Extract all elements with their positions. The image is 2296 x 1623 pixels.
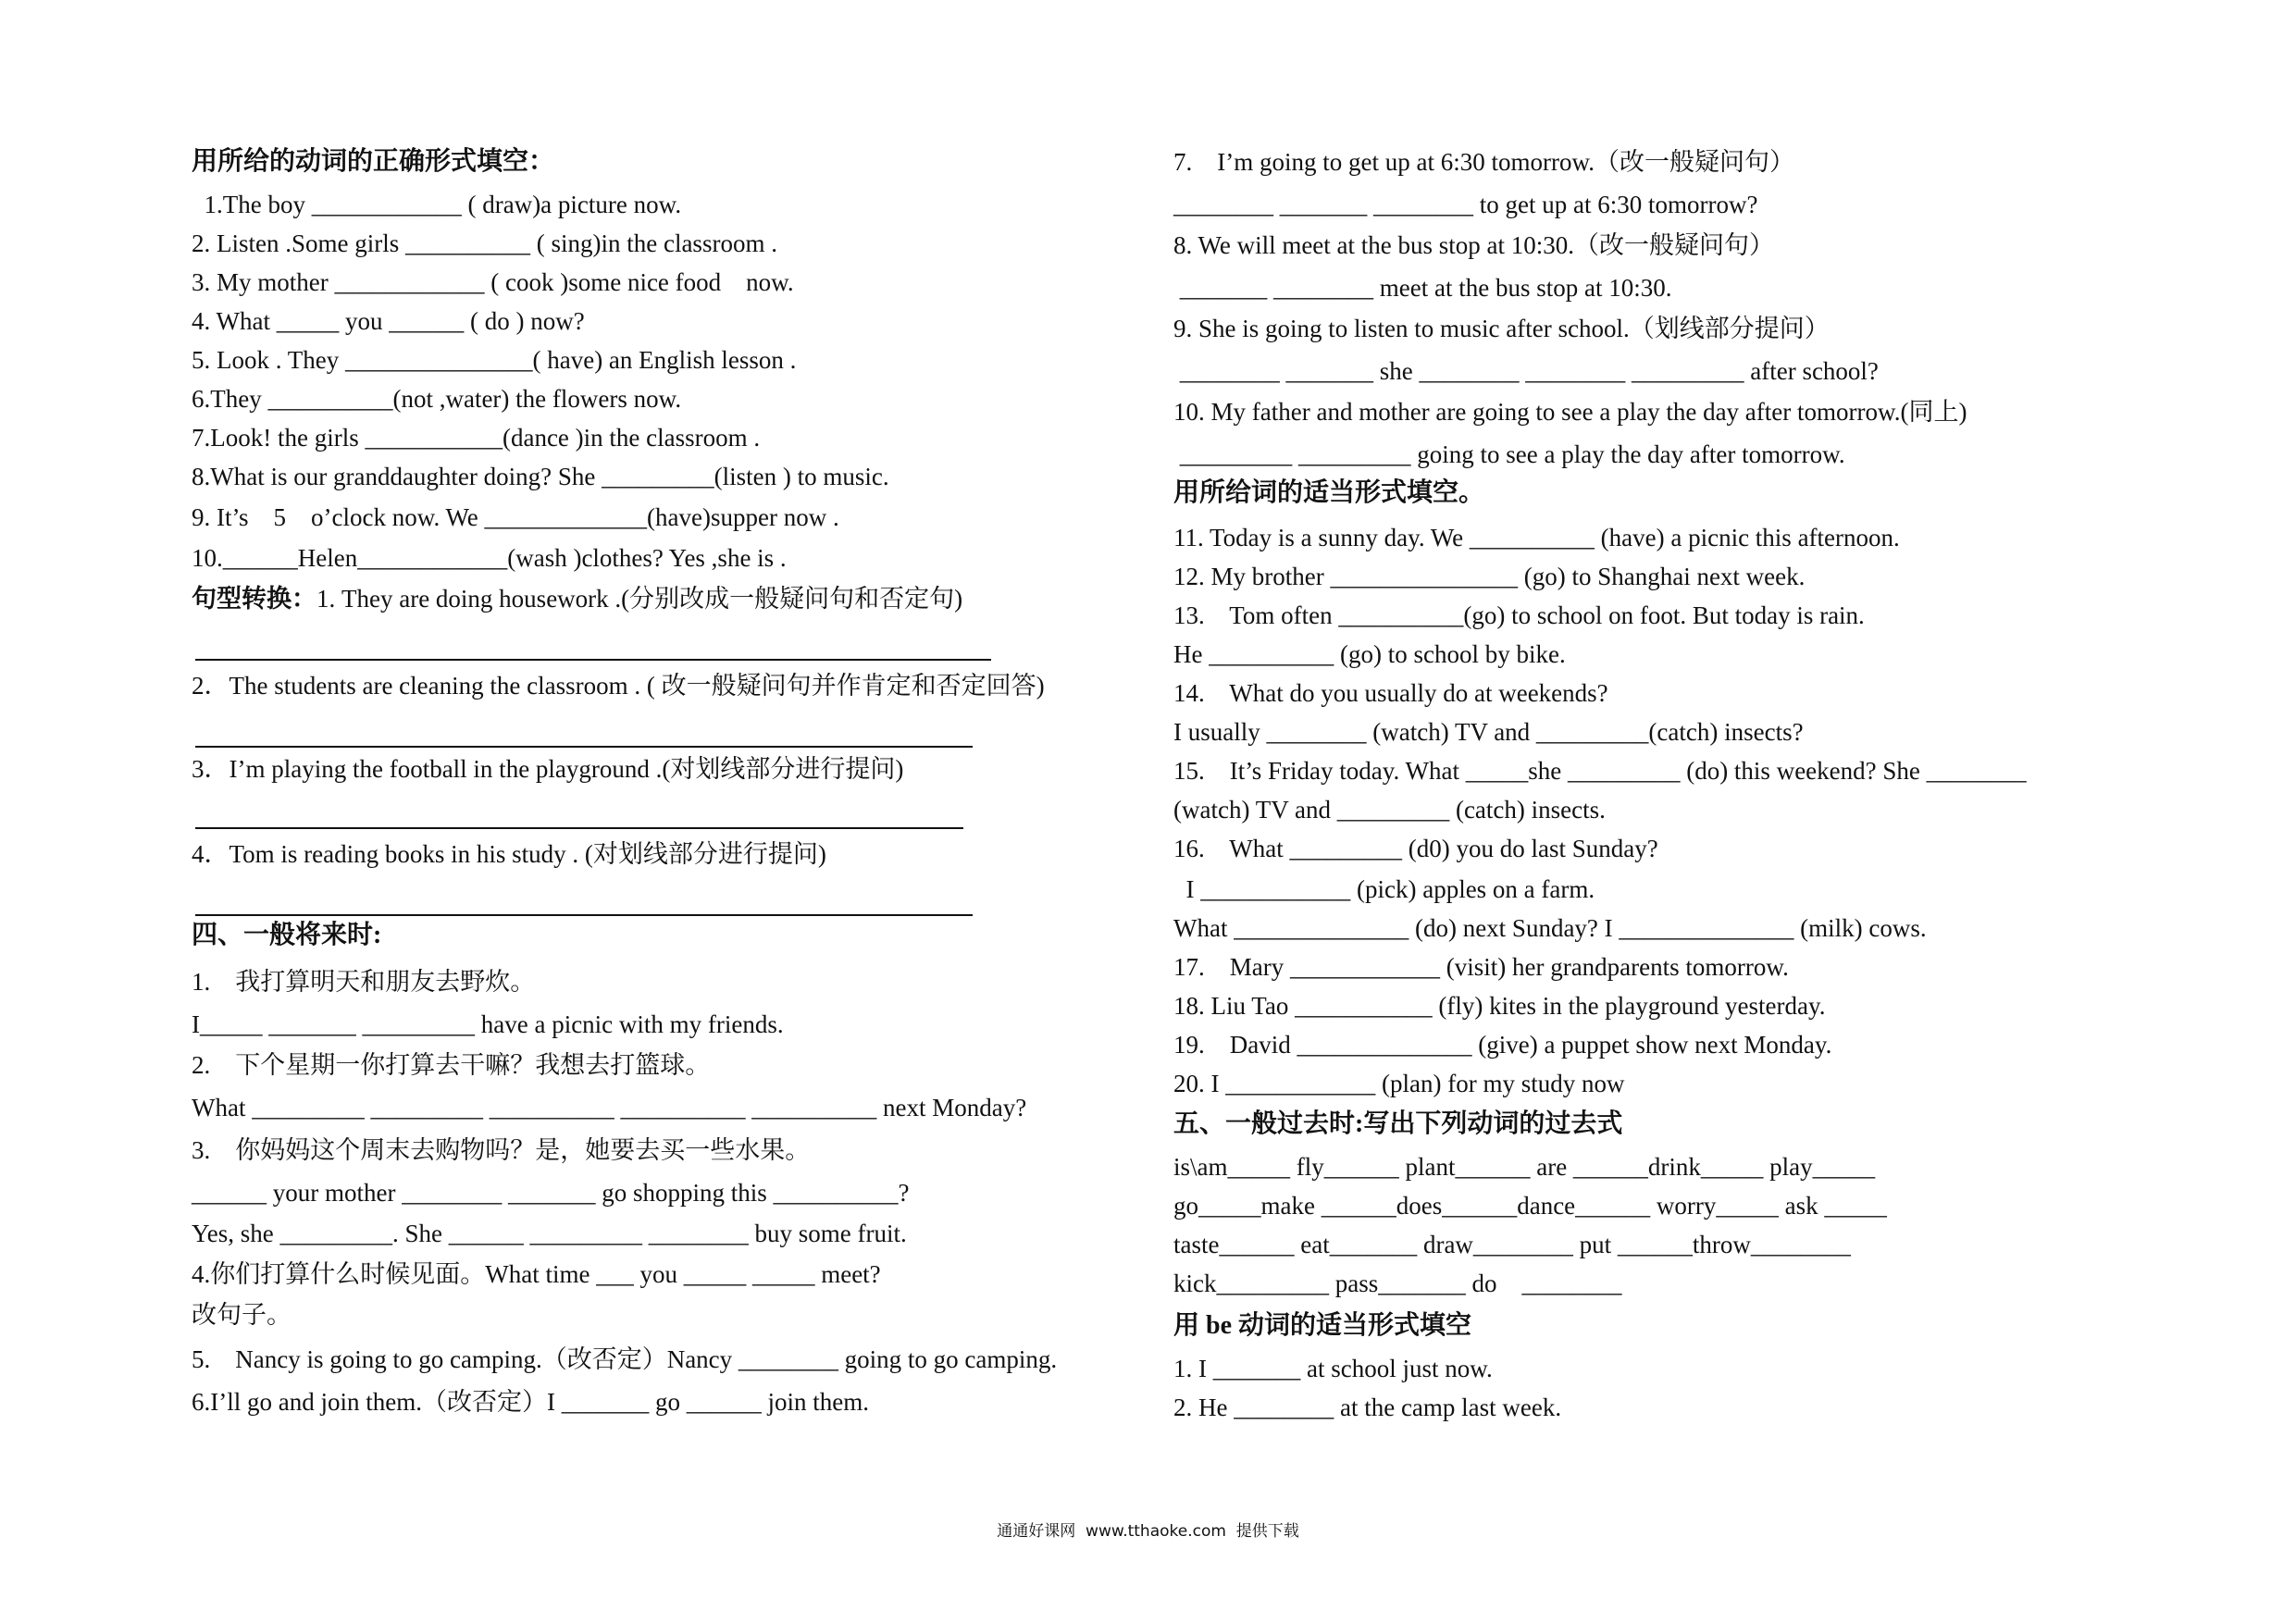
exercise-line: is\am_____ fly______ plant______ are ______drink_____ play_____ — [1173, 1153, 1876, 1181]
exercise-line: 8.What is our granddaughter doing? She _________(listen ) to music. — [192, 463, 889, 490]
exercise-line: 1.The boy ____________ ( draw)a picture now. — [192, 191, 682, 218]
exercise-line: ______ your mother ________ _______ go shopping this __________? — [192, 1179, 910, 1207]
exercise-line: _________ _________ going to see a play the day after tomorrow. — [1173, 440, 1845, 468]
exercise-line: 4.你们打算什么时候见面。What time ___ you _____ _____ meet? — [192, 1260, 881, 1288]
exercise-text: 1. They are doing housework .(分别改成一般疑问句和否定句) — [316, 585, 963, 613]
exercise-line: 1. 我打算明天和朋友去野炊。 — [192, 968, 536, 996]
exercise-line: 3. My mother ____________ ( cook )some nice food now. — [192, 268, 794, 296]
exercise-line: 15. It’s Friday today. What _____she _________ (do) this weekend? She ________ — [1173, 757, 2027, 785]
page-footer: 通通好课网 www.tthaoke.com 提供下载 — [997, 1522, 1299, 1541]
exercise-line: 6.They __________(not ,water) the flowers now. — [192, 385, 682, 413]
exercise-line: 19. David ______________ (give) a puppet show next Monday. — [1173, 1031, 1832, 1059]
exercise-line: 9. She is going to listen to music after school.（划线部分提问） — [1173, 315, 1830, 342]
exercise-line: 2. Listen .Some girls __________ ( sing)in the classroom . — [192, 229, 777, 257]
exercise-line: I_____ _______ _________ have a picnic with my friends. — [192, 1010, 784, 1038]
exercise-line: What ______________ (do) next Sunday? I ______________ (milk) cows. — [1173, 914, 1927, 942]
answer-line — [195, 746, 973, 748]
exercise-line: 1. I _______ at school just now. — [1173, 1355, 1493, 1382]
section-heading: 四、一般将来时: — [192, 921, 382, 949]
section-heading: 用所给的动词的正确形式填空： — [192, 147, 555, 176]
exercise-line: I usually ________ (watch) TV and _________(catch) insects? — [1173, 718, 1804, 746]
exercise-line: 2. 下个星期一你打算去干嘛？我想去打篮球。 — [192, 1051, 711, 1079]
exercise-line: 8. We will meet at the bus stop at 10:30.（改一般疑问句） — [1173, 231, 1775, 259]
exercise-line: Yes, she _________. She ______ _________ ________ buy some fruit. — [192, 1220, 907, 1247]
exercise-line: 17. Mary ____________ (visit) her grandparents tomorrow. — [1173, 953, 1789, 981]
exercise-line: 18. Liu Tao ___________ (fly) kites in the playground yesterday. — [1173, 992, 1826, 1020]
exercise-line: What _________ _________ __________ __________ __________ next Monday? — [192, 1094, 1027, 1121]
section-heading: 用所给词的适当形式填空。 — [1173, 478, 1485, 507]
exercise-line: 4. What _____ you ______ ( do ) now? — [192, 307, 585, 335]
exercise-line: 13. Tom often __________(go) to school on foot. But today is rain. — [1173, 601, 1865, 629]
exercise-line: I ____________ (pick) apples on a farm. — [1173, 875, 1595, 903]
exercise-line: He __________ (go) to school by bike. — [1173, 640, 1566, 668]
exercise-line: 7.Look! the girls ___________(dance )in the classroom . — [192, 424, 761, 452]
exercise-line: 14. What do you usually do at weekends? — [1173, 679, 1608, 707]
exercise-line: 16. What _________ (d0) you do last Sunday? — [1173, 835, 1658, 862]
exercise-line: ________ _______ she ________ ________ _________ after school? — [1173, 357, 1879, 385]
exercise-line: 10.______Helen____________(wash )clothes? Yes ,she is . — [192, 544, 787, 572]
exercise-line: 20. I ____________ (plan) for my study now — [1173, 1070, 1625, 1097]
exercise-line: kick_________ pass_______ do ________ — [1173, 1270, 1622, 1297]
exercise-line: 4．Tom is reading books in his study . (对划线部分进行提问) — [192, 840, 826, 868]
exercise-line: 12. My brother _______________ (go) to Shanghai next week. — [1173, 563, 1806, 590]
section-heading: 五、一般过去时:写出下列动词的过去式 — [1173, 1109, 1623, 1138]
exercise-line: 改句子。 — [192, 1301, 292, 1329]
exercise-line: taste______ eat_______ draw________ put ______throw________ — [1173, 1231, 1851, 1258]
exercise-line: 2．The students are cleaning the classroom . ( 改一般疑问句并作肯定和否定回答) — [192, 672, 1045, 700]
exercise-line: go_____make ______does______dance______ worry_____ ask _____ — [1173, 1192, 1887, 1220]
exercise-line: 3．I’m playing the football in the playground .(对划线部分进行提问) — [192, 755, 904, 783]
section-heading: 用 be 动词的适当形式填空 — [1173, 1311, 1472, 1340]
exercise-line — [192, 583, 962, 614]
exercise-line: 6.I’ll go and join them.（改否定）I _______ go ______ join them. — [192, 1388, 869, 1416]
exercise-line: 11. Today is a sunny day. We __________ (have) a picnic this afternoon. — [1173, 524, 1900, 551]
exercise-line: 10. My father and mother are going to see a play the day after tomorrow.(同上) — [1173, 398, 1967, 426]
exercise-line: 5. Look . They _______________( have) an English lesson . — [192, 346, 797, 374]
exercise-line: 5. Nancy is going to go camping.（改否定）Nancy ________ going to go camping. — [192, 1345, 1058, 1373]
exercise-line: _______ ________ meet at the bus stop at 10:30. — [1173, 274, 1672, 302]
exercise-line: ________ _______ ________ to get up at 6:30 tomorrow? — [1173, 191, 1758, 218]
answer-line — [195, 914, 973, 916]
answer-line — [195, 827, 963, 829]
answer-line — [195, 659, 991, 661]
exercise-line: 7. I’m going to get up at 6:30 tomorrow.（改一般疑问句） — [1173, 148, 1794, 176]
exercise-line: 3. 你妈妈这个周末去购物吗？是，她要去买一些水果。 — [192, 1136, 811, 1164]
exercise-line: (watch) TV and _________ (catch) insects. — [1173, 796, 1606, 824]
section-heading-label: 句型转换： — [192, 585, 316, 613]
exercise-line: 9. It’s 5 o’clock now. We _____________(have)supper now . — [192, 503, 839, 531]
exercise-line: 2. He ________ at the camp last week. — [1173, 1394, 1562, 1421]
